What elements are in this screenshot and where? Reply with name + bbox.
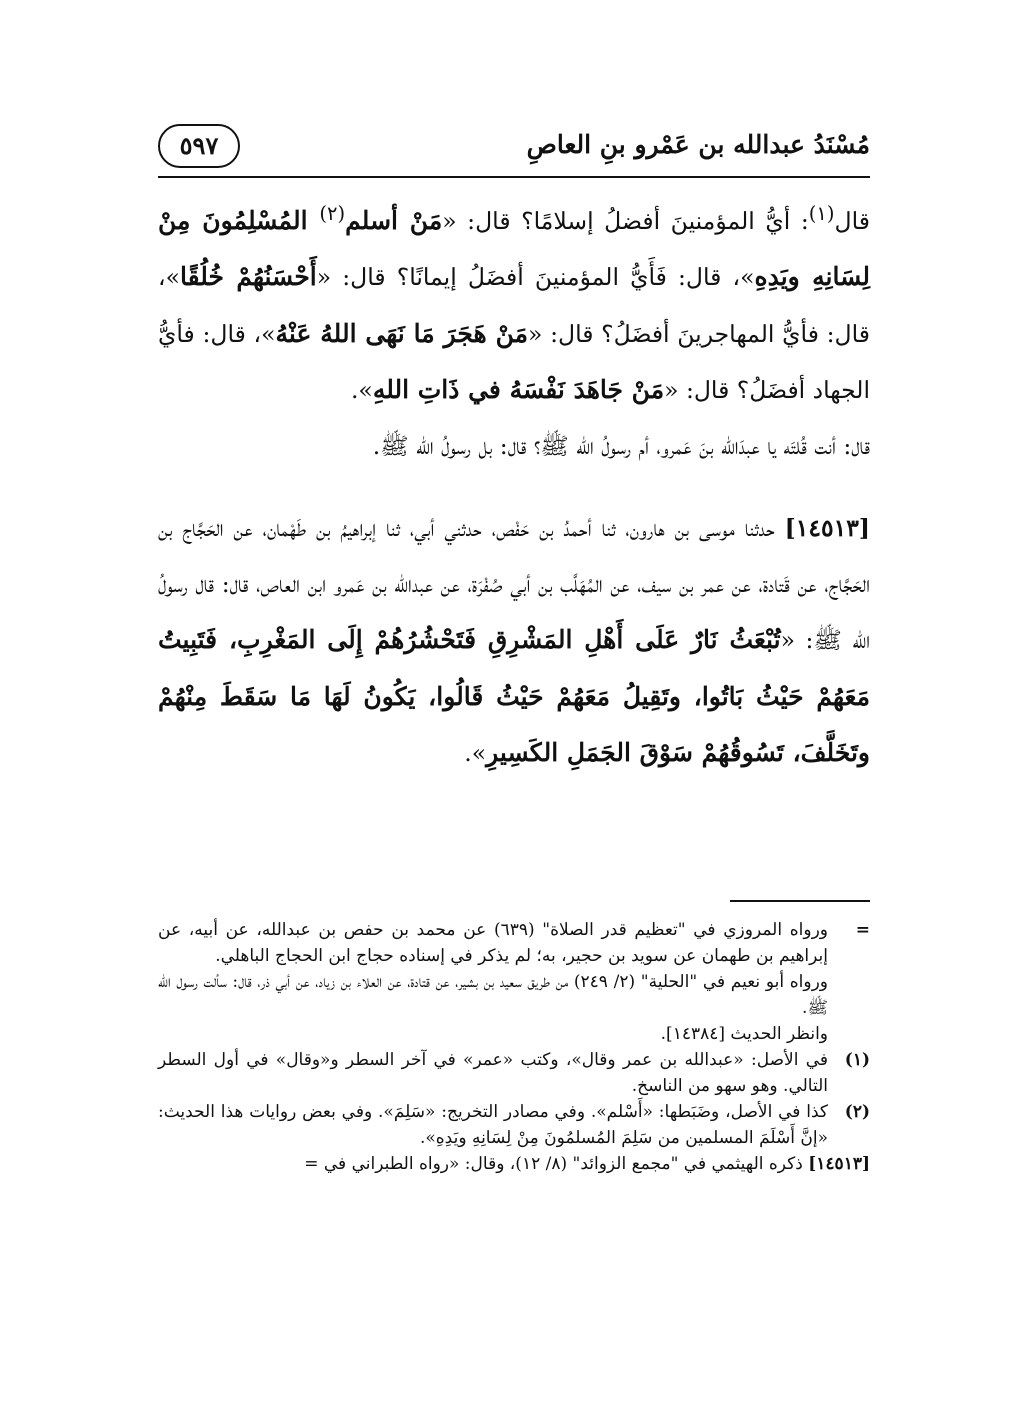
hadith-number: [١٤٥١٣] [784, 514, 870, 543]
footnote-1 [158, 1047, 870, 1099]
continuation-mark: = [855, 920, 870, 940]
footnote-text: في الأصل: «عبدالله بن عمر وقال»، وكتب «عمر» في آخر السطر و«وقال» في أول السطر التالي. وهو سهو من الناسخ. [158, 1050, 828, 1096]
footnote-marker: (٢) [844, 1102, 870, 1122]
footnote-text: وانظر الحديث [١٤٣٨٤]. [660, 1024, 828, 1044]
footnote-text: ورواه أبو نعيم في "الحلية" (٢/ ٢٤٩) من طريق سعيد بن بشير، عن قتادة، عن العلاء بن زياد، عن أبي ذر، قال: سألت رسول الله ﷺ. [158, 972, 828, 1018]
footnote-continued-3 [158, 1021, 870, 1047]
paragraph-3 [158, 501, 870, 782]
text: : أيُّ المؤمنينَ أفضلُ إسلامًا؟ قال: « [442, 206, 809, 235]
footnote-divider [730, 900, 870, 902]
footnote-2 [158, 1099, 870, 1151]
running-header [158, 118, 870, 176]
page-number: ٥٩٧ [158, 124, 240, 168]
text: حدثنا موسى بن هارون، ثنا أحمدُ بن حَفْص، حدثني أبي، ثنا إبراهيمُ بن طَهْمان، عن الحَجَّاج بن الحَجَّاج، عن قَتادة، عن عمر بن سيف، عن المُهَلَّب بن أبي صُفْرَة، عن عبدالله بن عَمرو ابن العاص، قال: قال رسولُ الله ﷺ: « [158, 514, 870, 655]
header-divider [158, 176, 870, 178]
text: »، قال: فأيُّ المهاجرينَ أفضَلُ؟ قال: « [158, 263, 870, 348]
paragraph-2: قال: أنت قُلتَه يا عبدَالله بنَ عَمرو، أم رسولُ الله ﷺ؟ قال: بل رسولُ الله ﷺ. [372, 431, 870, 460]
hadith-quote: المُسْلِمُونَ مِنْ لِسَانِهِ ويَدِهِ [158, 205, 870, 292]
footnote-text: كذا في الأصل، وضَبَطها: «أَسْلم». وفي مصادر التخريج: «سَلِمَ». وفي بعض روايات هذا الحديث: «إنَّ أَسْلَمَ المسلمين من سَلِمَ المُسلمُونَ مِنْ لِسَانِهِ ويَدِهِ». [158, 1102, 828, 1148]
footnote-continued-1 [158, 917, 870, 969]
hadith-quote: مَنْ هَجَرَ مَا نَهَى اللهُ عَنْهُ [275, 318, 529, 348]
footnotes [158, 917, 870, 1177]
paragraph-1 [158, 186, 870, 419]
text: ». [350, 376, 373, 405]
hadith-quote: تُبْعَثُ نَارٌ عَلَى أَهْلِ المَشْرِقِ فَتَحْشُرُهُمْ إِلَى المَغْرِبِ، فَتَبِيتُ مَعَهُمْ حَيْثُ بَاتُوا، وتَقِيلُ مَعَهُمْ حَيْثُ قَالُوا، يَكُونُ لَهَا مَا سَقَطَ مِنْهُمْ وتَخَلَّفَ، تَسُوقُهُمْ سَوْقَ الجَمَلِ الكَسِيرِ [158, 625, 870, 768]
footnote-hadith-number: [١٤٥١٣] [808, 1154, 870, 1174]
hadith-quote: أَحْسَنُهُمْ خُلُقًا [179, 262, 317, 292]
header-title: مُسْنَدُ عبدالله بن عَمْرو بنِ العاصِ [526, 130, 870, 159]
footnote-text: ورواه المروزي في "تعظيم قدر الصلاة" (٦٣٩) عن محمد بن حفص بن عبدالله، عن أبيه، عن إبراهيم بن طهمان عن سويد بن حجير، به؛ لم يذكر في إسناده حجاج ابن الحجاج الباهلي. [158, 920, 828, 966]
text: »، قال: فأيُّ الجهاد أفضَلُ؟ قال: « [158, 319, 870, 405]
footnote-ref-2[interactable]: (٢) [319, 202, 346, 225]
text: ». [464, 739, 487, 768]
footnote-3 [158, 1151, 870, 1177]
main-text [158, 186, 870, 782]
hadith-quote: مَنْ أسلم [345, 205, 443, 235]
hadith-quote: مَنْ جَاهَدَ نَفْسَهُ في ذَاتِ اللهِ [372, 375, 665, 405]
text: قال [834, 206, 871, 235]
text: »، قال: فَأَيُّ المؤمنينَ أفضَلُ إيمانًا؟ قال: « [316, 263, 755, 292]
footnote-marker: (١) [844, 1050, 870, 1070]
footnote-text: ذكره الهيثمي في "مجمع الزوائد" (٨/ ١٢)، وقال: «رواه الطبراني في = [304, 1154, 809, 1174]
footnote-ref-1[interactable]: (١) [808, 202, 835, 225]
footnote-continued-2 [158, 969, 870, 1021]
